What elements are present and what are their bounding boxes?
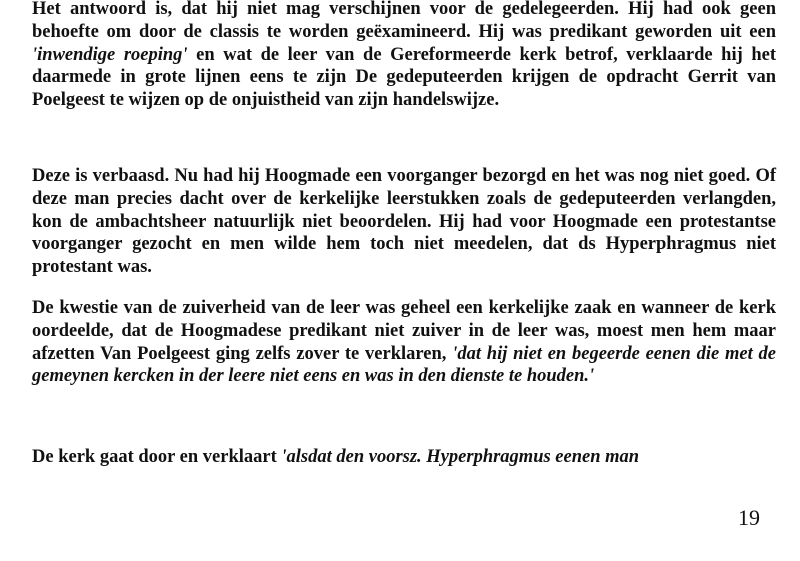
paragraph-1-text-a: Het antwoord is, dat hij niet mag verschijnen voor de gedelegeerden. Hij had ook geen behoefte om door de classis te worden geëxamineerd. Hij was predikant geworden uit een <box>32 0 776 42</box>
paragraph-2: Deze is verbaasd. Nu had hij Hoogmade een voorganger bezorgd en het was nog niet goed. Of deze man precies dacht over de kerkelijke leerstukken zoals de gedeputeerden verlangden, kon de ambachtsheer natuurlijk niet beoordelen. Hij had voor Hoogmade een protestantse voorganger gezocht en men wilde hem toch niet meedelen, dat ds Hyperphragmus niet protestant was. <box>32 166 776 278</box>
paragraph-1 <box>32 0 776 112</box>
paragraph-3-text: De kwestie van de zuiverheid van de leer was geheel een kerkelijke zaak en wanneer de kerk oordeelde, dat de Hoogmadese predikant niet zuiver in de leer was, moest men hem maar afzetten Van Poelgeest ging zelfs zover te verklaren, <box>32 298 776 364</box>
paragraph-4 <box>32 446 776 469</box>
paragraph-4-text: De kerk gaat door en verklaart <box>32 447 282 467</box>
paragraph-1-text-b: en wat de leer van de Gereformeerde kerk betrof, verklaarde hij het daarmede in grote lijnen eens te zijn De gedeputeerden krijgen de opdracht Gerrit van Poelgeest te wijzen op de onjuistheid van zijn handelswijze. <box>32 44 776 111</box>
paragraph-3-quote: 'dat hij niet en begeerde eenen die met de gemeynen kercken in der leere niet eens en was in den dienste te houden.' <box>32 343 776 387</box>
page-number: 19 <box>738 505 760 530</box>
paragraph-1-quote: 'inwendige roeping' <box>32 44 188 65</box>
paragraph-4-quote: 'alsdat den voorsz. Hyperphragmus eenen man <box>281 447 640 467</box>
paragraph-3 <box>32 297 776 388</box>
